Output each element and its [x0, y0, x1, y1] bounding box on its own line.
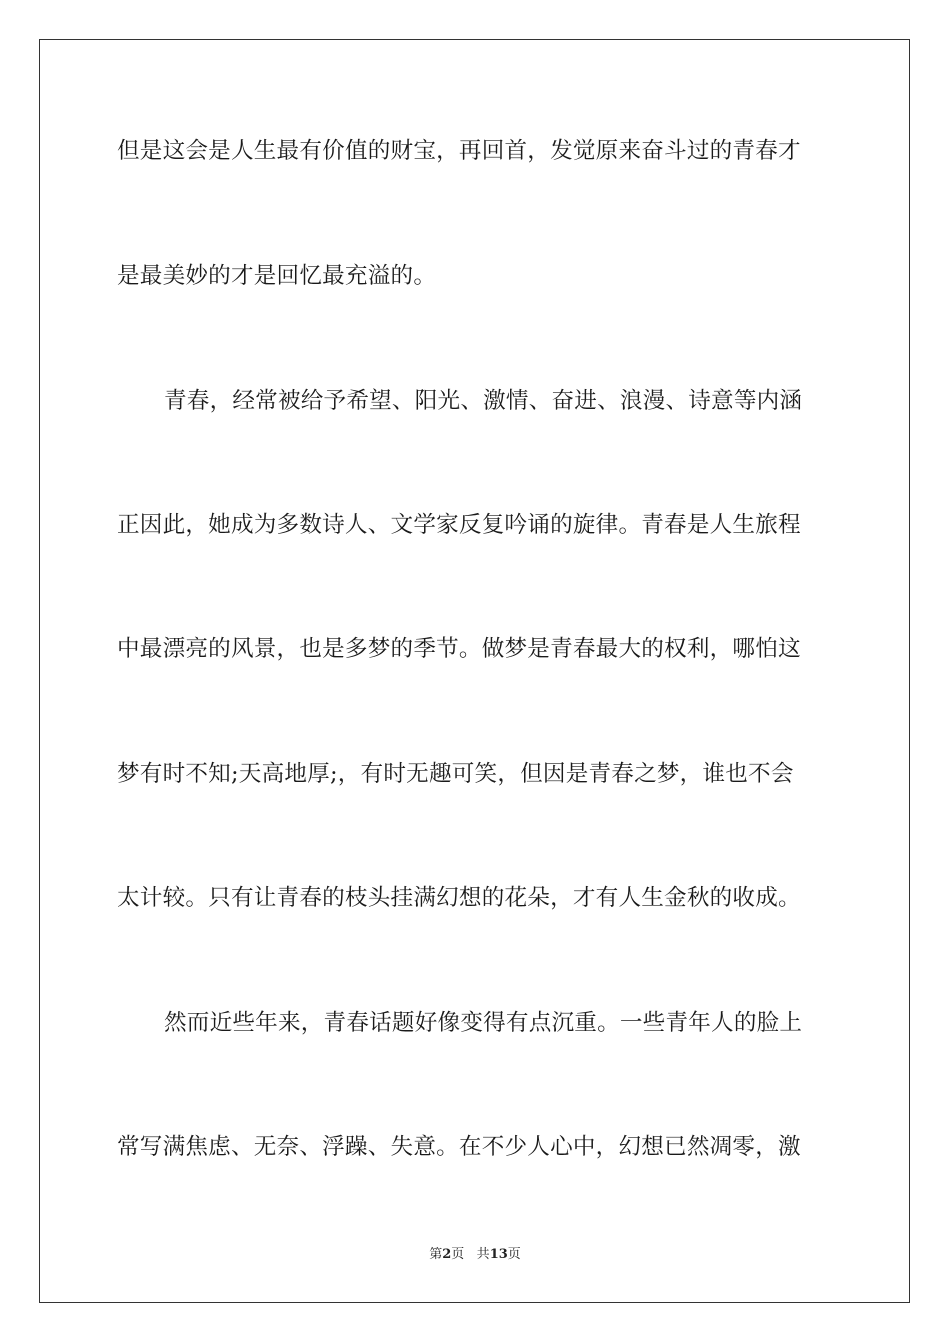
footer-total-prefix: 共 [476, 1247, 490, 1262]
text-line-4: 正因此，她成为多数诗人、文学家反复吟诵的旋律。青春是人生旅程 [117, 512, 801, 538]
footer-total-suffix: 页 [507, 1247, 521, 1262]
text-line-3: 青春，经常被给予希望、阳光、激情、奋进、浪漫、诗意等内涵 [164, 388, 803, 414]
page-border [39, 39, 910, 1303]
footer-prefix: 第 [429, 1247, 443, 1262]
total-pages-number: 13 [489, 1247, 508, 1262]
text-line-8: 然而近些年来，青春话题好像变得有点沉重。一些青年人的脸上 [164, 1010, 803, 1036]
text-line-7: 太计较。只有让青春的枝头挂满幻想的花朵，才有人生金秋的收成。 [117, 885, 801, 911]
text-line-5: 中最漂亮的风景，也是多梦的季节。做梦是青春最大的权利，哪怕这 [117, 636, 801, 662]
text-line-2: 是最美妙的才是回忆最充溢的。 [117, 263, 437, 289]
footer-page-suffix: 页 [451, 1247, 465, 1262]
text-line-6: 梦有时不知;天高地厚;，有时无趣可笑，但因是青春之梦，谁也不会 [117, 761, 794, 787]
text-line-9: 常写满焦虑、无奈、浮躁、失意。在不少人心中，幻想已然凋零，激 [117, 1134, 801, 1160]
page-footer [0, 1247, 950, 1263]
current-page-number: 2 [442, 1247, 452, 1262]
text-line-1: 但是这会是人生最有价值的财宝，再回首，发觉原来奋斗过的青春才 [117, 138, 801, 164]
